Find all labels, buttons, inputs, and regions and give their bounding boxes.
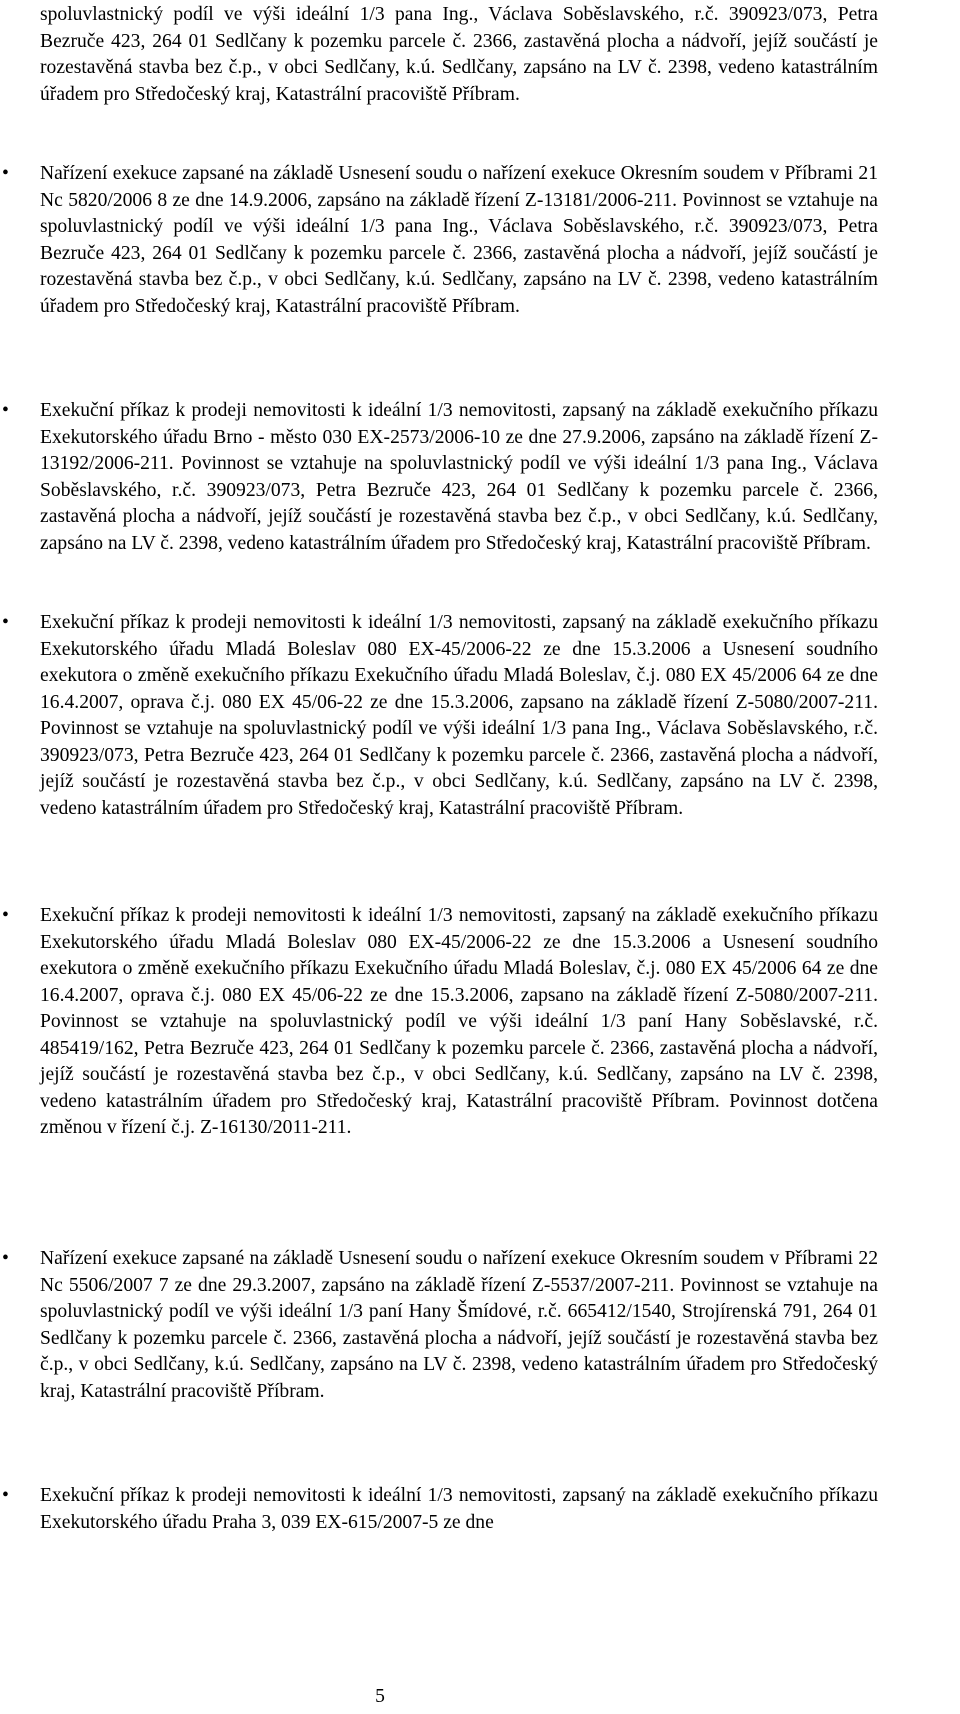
bullet-icon: • [2,400,9,421]
bullet-icon: • [2,163,9,184]
bullet-icon: • [2,1248,9,1269]
page-number: 5 [375,1686,385,1707]
list-item [2,1246,878,1405]
list-item-text: Nařízení exekuce zapsané na základě Usnesení soudu o nařízení exekuce Okresním soudem v Příbrami 21 Nc 5820/2006 8 ze dne 14.9.2006, zapsáno na základě řízení Z-13181/2006-211. Povinnost se vztahuje na spoluvlastnický podíl ve výši ideální 1/3 pana Ing., Václava Soběslavského, r.č. 390923/073, Petra Bezruče 423, 264 01 Sedlčany k pozemku parcele č. 2366, zastavěná plocha a nádvoří, jejíž součástí je rozestavěná stavba bez č.p., v obci Sedlčany, k.ú. Sedlčany, zapsáno na LV č. 2398, vedeno katastrálním úřadem pro Středočeský kraj, Katastrální pracoviště Příbram. [40,163,878,317]
list-item [2,161,878,320]
bullet-icon: • [2,612,9,633]
list-item-text: Exekuční příkaz k prodeji nemovitosti k ideální 1/3 nemovitosti, zapsaný na základě exekučního příkazu Exekutorského úřadu Praha 3, 039 EX-615/2007-5 ze dne [40,1485,878,1533]
list-item [2,610,878,822]
list-item [2,903,878,1142]
list-item [2,1483,878,1536]
bullet-icon: • [2,1485,9,1506]
list-item-text: Exekuční příkaz k prodeji nemovitosti k ideální 1/3 nemovitosti, zapsaný na základě exekučního příkazu Exekutorského úřadu Mladá Boleslav 080 EX-45/2006-22 ze dne 15.3.2006 a Usnesení soudního exekutora o změně exekučního příkazu Exekučního úřadu Mladá Boleslav, č.j. 080 EX 45/2006 64 ze dne 16.4.2007, oprava č.j. 080 EX 45/06-22 ze dne 15.3.2006, zapsano na základě řízení Z-5080/2007-211. Povinnost se vztahuje na spoluvlastnický podíl ve výši ideální 1/3 paní Hany Soběslavské, r.č. 485419/162, Petra Bezruče 423, 264 01 Sedlčany k pozemku parcele č. 2366, zastavěná plocha a nádvoří, jejíž součástí je rozestavěná stavba bez č.p., v obci Sedlčany, k.ú. Sedlčany, zapsáno na LV č. 2398, vedeno katastrálním úřadem pro Středočeský kraj, Katastrální pracoviště Příbram. Povinnost dotčena změnou v řízení č.j. Z-16130/2011-211. [40,905,878,1138]
list-item-text: Nařízení exekuce zapsané na základě Usnesení soudu o nařízení exekuce Okresním soudem v Příbrami 22 Nc 5506/2007 7 ze dne 29.3.2007, zapsáno na základě řízení Z-5537/2007-211. Povinnost se vztahuje na spoluvlastnický podíl ve výši ideální 1/3 paní Hany Šmídové, r.č. 665412/1540, Strojírenská 791, 264 01 Sedlčany k pozemku parcele č. 2366, zastavěná plocha a nádvoří, jejíž součástí je rozestavěná stavba bez č.p., v obci Sedlčany, k.ú. Sedlčany, zapsáno na LV č. 2398, vedeno katastrálním úřadem pro Středočeský kraj, Katastrální pracoviště Příbram. [40,1248,878,1402]
list-item-text: Exekuční příkaz k prodeji nemovitosti k ideální 1/3 nemovitosti, zapsaný na základě exekučního příkazu Exekutorského úřadu Mladá Boleslav 080 EX-45/2006-22 ze dne 15.3.2006 a Usnesení soudního exekutora o změně exekučního příkazu Exekučního úřadu Mladá Boleslav, č.j. 080 EX 45/2006 64 ze dne 16.4.2007, oprava č.j. 080 EX 45/06-22 ze dne 15.3.2006, zapsano na základě řízení Z-5080/2007-211. Povinnost se vztahuje na spoluvlastnický podíl ve výši ideální 1/3 pana Ing., Václava Soběslavského, r.č. 390923/073, Petra Bezruče 423, 264 01 Sedlčany k pozemku parcele č. 2366, zastavěná plocha a nádvoří, jejíž součástí je rozestavěná stavba bez č.p., v obci Sedlčany, k.ú. Sedlčany, zapsáno na LV č. 2398, vedeno katastrálním úřadem pro Středočeský kraj, Katastrální pracoviště Příbram. [40,612,878,819]
bullet-icon: • [2,905,9,926]
list-item [2,398,878,557]
continuation-paragraph: spoluvlastnický podíl ve výši ideální 1/3 pana Ing., Václava Soběslavského, r.č. 390923/073, Petra Bezruče 423, 264 01 Sedlčany k pozemku parcele č. 2366, zastavěná plocha a nádvoří, jejíž součástí je rozestavěná stavba bez č.p., v obci Sedlčany, k.ú. Sedlčany, zapsáno na LV č. 2398, vedeno katastrálním úřadem pro Středočeský kraj, Katastrální pracoviště Příbram. [40,4,878,105]
list-item-text: Exekuční příkaz k prodeji nemovitosti k ideální 1/3 nemovitosti, zapsaný na základě exekučního příkazu Exekutorského úřadu Brno - město 030 EX-2573/2006-10 ze dne 27.9.2006, zapsáno na základě řízení Z-13192/2006-211. Povinnost se vztahuje na spoluvlastnický podíl ve výši ideální 1/3 pana Ing., Václava Soběslavského, r.č. 390923/073, Petra Bezruče 423, 264 01 Sedlčany k pozemku parcele č. 2366, zastavěná plocha a nádvoří, jejíž součástí je rozestavěná stavba bez č.p., v obci Sedlčany, k.ú. Sedlčany, zapsáno na LV č. 2398, vedeno katastrálním úřadem pro Středočeský kraj, Katastrální pracoviště Příbram. [40,400,878,554]
